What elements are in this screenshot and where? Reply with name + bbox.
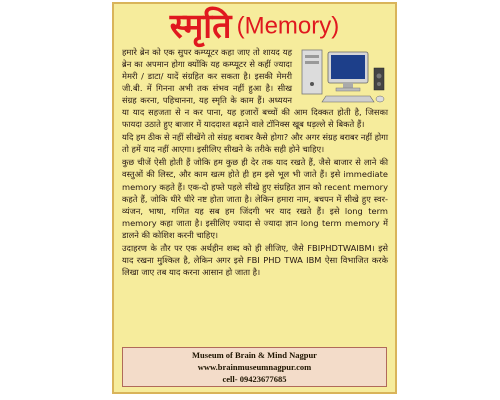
footer-website: www.brainmuseumnagpur.com (197, 362, 312, 372)
memory-poster (112, 2, 397, 394)
article-body (122, 46, 388, 278)
footer-museum-name: Museum of Brain & Mind Nagpur (192, 350, 317, 360)
poster-title (114, 4, 395, 48)
paragraph-intro: हमारे ब्रेन को एक सुपर कम्प्यूटर कहा जाए तो शायद यह ब्रेन का अपमान होगा क्योंकि यह कम्प्यूटर से कहीं ज्यादा मेमरी / डाटा/ यादें संग्रहित कर सकता है। इसकी मेमरी जी.बी. में गिनना अभी तक संभव नहीं हुआ है। सीख संग्रह करना, पहिचानना, यह स्मृति के काम हैं। अध्ययन या याद सहजता से न कर पाना, यह हजारों बच्चों की आम दिक्कत होती है, जिसका फायदा उठाते हुए बाजार में याददाश्त बढ़ाने वाले टॉनिक्स खूब धड़ल्ले से बिकते हैं। (122, 47, 388, 130)
title-english: (Memory) (236, 12, 340, 40)
museum-footer (122, 347, 387, 387)
paragraph-example: उदाहरण के तौर पर एक अर्थहीन शब्द को ही लीजिए, जैसे FBIPHDTWAIBM। इसे याद रखना मुश्किल है, लेकिन अगर इसे FBI PHD TWA IBM ऐसा विभाजित करके लिखा जाए तब याद करना आसान हो जाता है। (122, 242, 388, 277)
paragraph-memory-types: कुछ चीजें ऐसी होती हैं जोकि हम कुछ ही देर तक याद रखते हैं, जैसे बाजार से लाने की वस्तुओं की लिस्ट, और काम खत्म होते ही हम इसे भूल भी जाते हैं। इसे immediate memory कहते हैं। एक-दो हफ्ते पहले सीखे हुए संग्रहित ज्ञान को recent memory कहते हैं, जोकि धीरे धीरे नष्ट होता जाता है। लेकिन हमारा नाम, बचपन में सीखे हुए स्वर-व्यंजन, भाषा, गणित यह सब हम जिंदगी भर याद रखते हैं। इसे long term memory कहा जाता है। इसीलिए ज्यादा से ज्यादा ज्ञान long term memory में डालने की कोशिश करनी चाहिए। (122, 157, 388, 240)
desktop-computer-icon (298, 46, 388, 104)
title-hindi: स्मृति (169, 6, 232, 47)
paragraph-learning: यदि हम ठीक से नहीं सीखेंगे तो संग्रह बराबर कैसे होगा? और अगर संग्रह बराबर नहीं होगा तो हमें याद नहीं आएगा। इसीलिए सीखने के तरीके सही होने चाहिए। (122, 132, 388, 155)
footer-phone: cell- 09423677685 (222, 374, 287, 384)
